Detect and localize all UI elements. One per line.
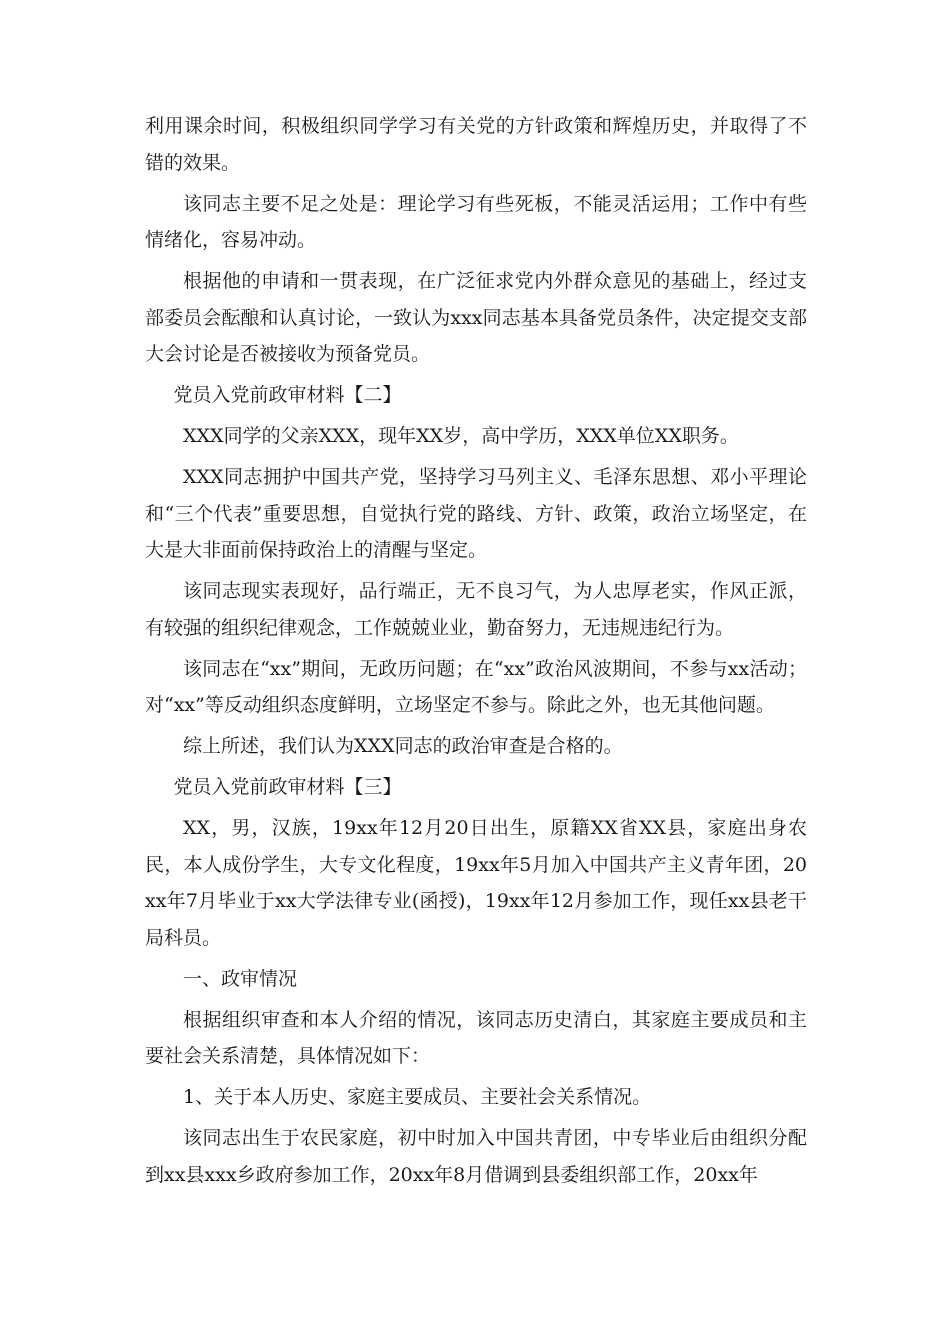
paragraph-conclusion: 根据他的申请和一贯表现，在广泛征求党内外群众意见的基础上，经过支部委员会酝酿和认真讨论，一致认为xxx同志基本具备党员条件，决定提交支部大会讨论是否被接收为预备党员。 (145, 270, 807, 365)
paragraph-shortcomings: 该同志主要不足之处是：理论学习有些死板，不能灵活运用；工作中有些情绪化，容易冲动。 (145, 192, 807, 251)
subheading-history-family: 1、关于本人历史、家庭主要成员、主要社会关系情况。 (183, 1086, 652, 1108)
paragraph-review-intro: 根据组织审查和本人介绍的情况，该同志历史清白，其家庭主要成员和主要社会关系清楚，具体情况如下： (145, 1008, 807, 1067)
subheading-review-status: 一、政审情况 (183, 967, 298, 990)
paragraph-background: 该同志出生于农民家庭，初中时加入中国共青团，中专毕业后由组织分配到xx县xxx乡政府参加工作，20xx年8月借调到县委组织部工作，20xx年 (145, 1127, 807, 1186)
section-heading-three: 党员入党前政审材料【三】 (173, 776, 402, 798)
paragraph-personal-info: XX，男，汉族，19xx年12月20日出生，原籍XX省XX县，家庭出身农民，本人成份学生，大专文化程度，19xx年5月加入中国共产主义青年团，20xx年7月毕业于xx大学法律专业(函授)，19xx年12月参加工作，现任xx县老干局科员。 (145, 817, 807, 949)
paragraph-summary: 综上所述，我们认为XXX同志的政治审查是合格的。 (183, 735, 623, 757)
paragraph-continuation: 利用课余时间，积极组织同学学习有关党的方针政策和辉煌历史，并取得了不错的效果。 (145, 115, 807, 174)
paragraph-father: XXX同学的父亲XXX，现年XX岁，高中学历，XXX单位XX职务。 (183, 425, 739, 447)
paragraph-political-stance: XXX同志拥护中国共产党，坚持学习马列主义、毛泽东思想、邓小平理论和“三个代表”重要思想，自觉执行党的路线、方针、政策，政治立场坚定，在大是大非面前保持政治上的清醒与坚定。 (145, 466, 807, 561)
section-heading-two: 党员入党前政审材料【二】 (173, 384, 402, 406)
paragraph-history: 该同志在“xx”期间，无政历问题；在“xx”政治风波期间，不参与xx活动；对“xx”等反动组织态度鲜明，立场坚定不参与。除此之外，也无其他问题。 (145, 657, 807, 716)
paragraph-conduct: 该同志现实表现好，品行端正，无不良习气，为人忠厚老实，作风正派，有较强的组织纪律观念，工作兢兢业业，勤奋努力，无违规违纪行为。 (145, 580, 807, 639)
document-body (145, 108, 807, 1198)
